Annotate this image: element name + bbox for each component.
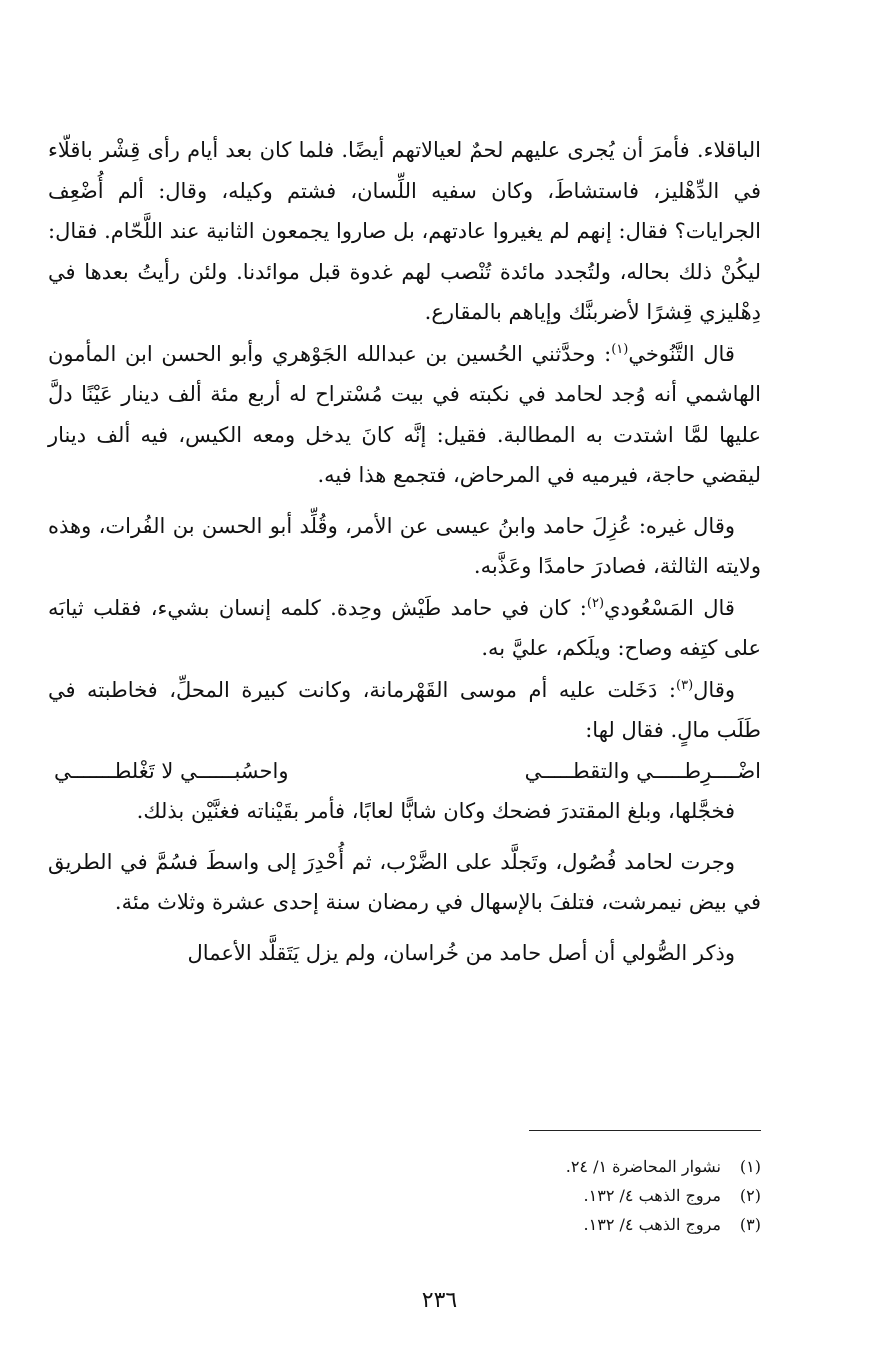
colon: :: [595, 341, 612, 366]
paragraph-3: وقال غيره: عُزِلَ حامد وابنُ عيسى عن الأمر، وقُلِّد أبو الحسن بن الفُرات، وهذه ولايته الثالثة، فصادرَ حامدًا وعَذَّبه.: [48, 513, 761, 578]
footnote-mark-3: (٣): [676, 677, 694, 693]
footnote-separator: [529, 1130, 761, 1131]
poem-verse: [48, 751, 761, 792]
speaker-lead: قال التَّنُوخي: [628, 341, 735, 366]
paragraph-1: الباقلاء. فأمرَ أن يُجرى عليهم لحمٌ لعيالاتهم أيضًا. فلما كان بعد أيام رأى قِشْر باقلّاء في الدِّهْليز، فاستشاطَ، وكان سفيه اللِّسان، فشتم وكيله، وقال: ألم أُضْعِف الجرايات؟ فقال: إنهم لم يغيروا عادتهم، بل صاروا يجمعون الثانية عند اللَّحّام. فقال: ليكُنْ ذلك بحاله، ولتُجدد مائدة تُنْصب لهم غدوة قبل موائدنا. ولئن رأيتُ بعدها في دِهْليزي قِشرًا لأضربنَّك وإياهم بالمقارع.: [48, 138, 761, 324]
colon: :: [657, 677, 677, 702]
paragraph-6: فخجَّلها، وبلغ المقتدرَ فضحك وكان شابًّا لعابًا، فأمر بقَيْناته فغنَّيْن بذلك.: [136, 799, 735, 823]
footnote-text: مروج الذهب ٤/ ١٣٢.: [583, 1186, 721, 1205]
page-number: ٢٣٦: [421, 1288, 458, 1313]
paragraph-4-text: كان في حامد طَيْش وحِدة. كلمه إنسان بشيء، فقلب ثيابَه على كتِفه وصاح: ويلَكم، عليَّ به.: [48, 595, 761, 660]
footnote-number: (٢): [739, 1186, 761, 1205]
colon: :: [570, 595, 587, 620]
paragraph-7: وجرت لحامد فُصُول، وتَجلَّد على الضَّرْب، ثم أُحْدِرَ إلى واسطَ فسُمَّ في الطريق في بيض نيمرشت، فتلفَ بالإسهال في رمضان سنة إحدى عشرة وثلاث مئة.: [48, 849, 761, 914]
footnote-number: (٣): [739, 1215, 761, 1234]
main-text: [48, 130, 761, 973]
paragraph-4: [48, 588, 761, 669]
paragraph-5-text: دَخَلت عليه أم موسى القَهْرمانة، وكانت كبيرة المحلِّ، فخاطبته في طَلَب مالٍ. فقال لها:: [48, 677, 761, 742]
footnote-3: [261, 1210, 761, 1239]
speaker-lead: وقال: [693, 677, 735, 702]
first-hemistich: اضْــــرِطـــــي والتقطـــــي: [524, 758, 761, 783]
paragraph-2-text: وحدَّثني الحُسين بن عبدالله الجَوْهري وأبو الحسن ابن المأمون الهاشمي أنه وُجد لحامد في نكبته في بيت مُسْتراح له أربع مئة ألف دينار عَيْنًا دلَّ عليها لمَّا اشتدت به المطالبة. فقيل: إنَّه كانَ يدخل ومعه الكيس، فيه ألف دينار ليقضي حاجة، فيرميه في المرحاض، فتجمع هذا فيه.: [48, 341, 761, 487]
paragraph-5: [48, 670, 761, 751]
footnote-2: [261, 1181, 761, 1210]
footnote-1: [261, 1152, 761, 1181]
footnote-mark-1: (١): [611, 341, 629, 357]
footnotes: [261, 1152, 761, 1239]
footnote-text: نشوار المحاضرة ١/ ٢٤.: [565, 1157, 721, 1176]
footnote-text: مروج الذهب ٤/ ١٣٢.: [583, 1215, 721, 1234]
footnote-mark-2: (٢): [586, 595, 605, 611]
footnote-number: (١): [739, 1157, 761, 1176]
speaker-lead: قال المَسْعُودي: [604, 595, 735, 620]
paragraph-8: وذكر الصُّولي أن أصل حامد من خُراسان، ولم يزل يَتَقلَّد الأعمال: [187, 940, 735, 965]
paragraph-2: [48, 334, 761, 496]
second-hemistich: واحسُبــــــي لا تَغْلطـــــــي: [54, 758, 289, 783]
